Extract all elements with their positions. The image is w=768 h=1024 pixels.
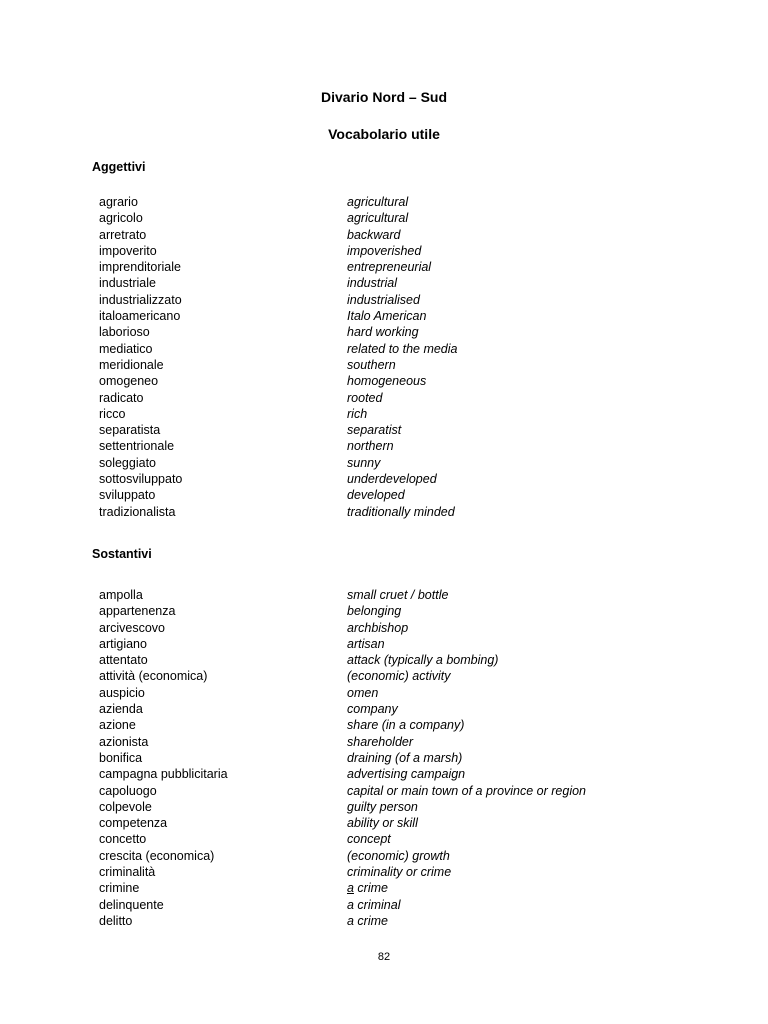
italian-term: attentato	[99, 653, 148, 668]
italian-term: sviluppato	[99, 488, 156, 503]
english-translation: agricultural	[347, 195, 409, 209]
italian-term: azionista	[99, 734, 149, 749]
english-translation: agricultural	[347, 211, 409, 226]
english-translation: advertising campaign	[347, 767, 466, 782]
vocab-row	[99, 194, 739, 210]
english-translation: shareholder	[347, 734, 414, 749]
italian-term: industrializzato	[99, 292, 182, 307]
english-translation: southern	[347, 357, 396, 372]
italian-term: azienda	[99, 702, 143, 717]
section-heading-aggettivi: Aggettivi	[92, 160, 146, 174]
english-translation	[347, 880, 388, 896]
vocab-row	[99, 897, 739, 913]
vocab-row	[99, 701, 739, 717]
vocab-row	[99, 864, 739, 880]
english-translation: draining (of a marsh)	[347, 750, 463, 765]
vocab-row	[99, 603, 739, 619]
english-translation: industrial	[347, 276, 398, 291]
vocab-row	[99, 243, 739, 259]
english-translation: capital or main town of a province or region	[347, 783, 587, 798]
italian-term: impoverito	[99, 243, 157, 258]
english-translation: attack (typically a bombing)	[347, 653, 499, 668]
italian-term: sottosviluppato	[99, 472, 183, 487]
english-translation: criminality or crime	[347, 865, 452, 880]
italian-term: delitto	[99, 913, 133, 928]
underlined-article: a	[347, 881, 354, 896]
english-translation: concept	[347, 832, 391, 847]
english-translation: separatist	[347, 423, 402, 438]
english-translation: small cruet / bottle	[347, 588, 449, 602]
english-translation: northern	[347, 439, 394, 454]
vocab-row	[99, 636, 739, 652]
vocab-row	[99, 913, 739, 929]
italian-term: ricco	[99, 406, 126, 421]
vocab-row	[99, 734, 739, 750]
italian-term: arcivescovo	[99, 620, 165, 635]
english-translation: rooted	[347, 390, 383, 405]
italian-term: soleggiato	[99, 455, 156, 470]
italian-term: capoluogo	[99, 783, 157, 798]
english-translation: developed	[347, 488, 405, 503]
italian-term: campagna pubblicitaria	[99, 767, 228, 782]
translation-rest: crime	[353, 881, 388, 896]
italian-term: imprenditoriale	[99, 260, 181, 275]
vocab-row	[99, 504, 739, 520]
italian-term: delinquente	[99, 897, 164, 912]
vocab-row	[99, 438, 739, 454]
vocab-row	[99, 750, 739, 766]
page-number: 82	[377, 951, 391, 963]
english-translation: related to the media	[347, 341, 458, 356]
vocab-row	[99, 357, 739, 373]
italian-term: italoamericano	[99, 309, 181, 324]
english-translation: traditionally minded	[347, 504, 455, 519]
english-translation: Italo American	[347, 309, 427, 324]
english-translation: homogeneous	[347, 374, 427, 389]
italian-term: colpevole	[99, 799, 152, 814]
italian-term: attività (economica)	[99, 669, 208, 684]
vocab-row	[99, 815, 739, 831]
vocab-row	[99, 831, 739, 847]
italian-term: omogeneo	[99, 374, 159, 389]
italian-term: auspicio	[99, 685, 145, 700]
english-translation: entrepreneurial	[347, 260, 432, 275]
english-translation: rich	[347, 406, 368, 421]
english-translation: company	[347, 702, 398, 717]
italian-term: tradizionalista	[99, 504, 176, 519]
italian-term: criminalità	[99, 865, 156, 880]
vocab-row	[99, 422, 739, 438]
vocab-row	[99, 373, 739, 389]
italian-term: bonifica	[99, 750, 143, 765]
page-subtitle: Vocabolario utile	[328, 126, 440, 142]
vocab-row	[99, 587, 739, 603]
italian-term: ampolla	[99, 588, 143, 602]
italian-term: competenza	[99, 816, 168, 831]
vocab-row	[99, 880, 739, 896]
english-translation: archbishop	[347, 620, 409, 635]
english-translation: impoverished	[347, 243, 422, 258]
english-translation: (economic) growth	[347, 848, 450, 863]
english-translation: a criminal	[347, 897, 401, 912]
english-translation: (economic) activity	[347, 669, 451, 684]
italian-term: azione	[99, 718, 136, 733]
section-heading-sostantivi: Sostantivi	[92, 547, 152, 561]
english-translation: omen	[347, 685, 379, 700]
english-translation: guilty person	[347, 799, 418, 814]
english-translation: underdeveloped	[347, 472, 437, 487]
italian-term: mediatico	[99, 341, 153, 356]
italian-term: appartenenza	[99, 604, 176, 619]
vocab-row	[99, 259, 739, 275]
vocab-row	[99, 341, 739, 357]
vocab-row	[99, 455, 739, 471]
vocab-row	[99, 210, 739, 226]
italian-term: agrario	[99, 195, 138, 209]
vocab-row	[99, 620, 739, 636]
vocab-row	[99, 685, 739, 701]
page-title: Divario Nord – Sud	[320, 89, 448, 105]
italian-term: radicato	[99, 390, 144, 405]
vocab-row	[99, 652, 739, 668]
english-translation: belonging	[347, 604, 402, 619]
italian-term: concetto	[99, 832, 147, 847]
italian-term: meridionale	[99, 357, 164, 372]
vocab-row	[99, 390, 739, 406]
vocab-row	[99, 799, 739, 815]
italian-term: arretrato	[99, 227, 147, 242]
english-translation: hard working	[347, 325, 419, 340]
italian-term: agricolo	[99, 211, 143, 226]
english-translation: sunny	[347, 455, 381, 470]
vocab-row	[99, 848, 739, 864]
vocab-list-aggettivi	[99, 194, 739, 520]
english-translation: industrialised	[347, 292, 420, 307]
vocab-row	[99, 471, 739, 487]
english-translation: backward	[347, 227, 401, 242]
vocab-row	[99, 292, 739, 308]
english-translation: a crime	[347, 913, 388, 928]
italian-term: crimine	[99, 881, 140, 896]
italian-term: industriale	[99, 276, 156, 291]
vocab-list-sostantivi	[99, 587, 739, 929]
vocab-row	[99, 668, 739, 684]
italian-term: crescita (economica)	[99, 848, 215, 863]
vocab-row	[99, 766, 739, 782]
vocab-row	[99, 275, 739, 291]
vocab-row	[99, 717, 739, 733]
vocab-row	[99, 324, 739, 340]
vocab-row	[99, 406, 739, 422]
italian-term: laborioso	[99, 325, 150, 340]
english-translation: ability or skill	[347, 816, 418, 831]
vocab-row	[99, 308, 739, 324]
vocab-row	[99, 227, 739, 243]
english-translation: share (in a company)	[347, 718, 465, 733]
italian-term: separatista	[99, 423, 161, 438]
vocab-row	[99, 783, 739, 799]
vocab-row	[99, 487, 739, 503]
italian-term: settentrionale	[99, 439, 175, 454]
italian-term: artigiano	[99, 636, 147, 651]
english-translation: artisan	[347, 636, 385, 651]
